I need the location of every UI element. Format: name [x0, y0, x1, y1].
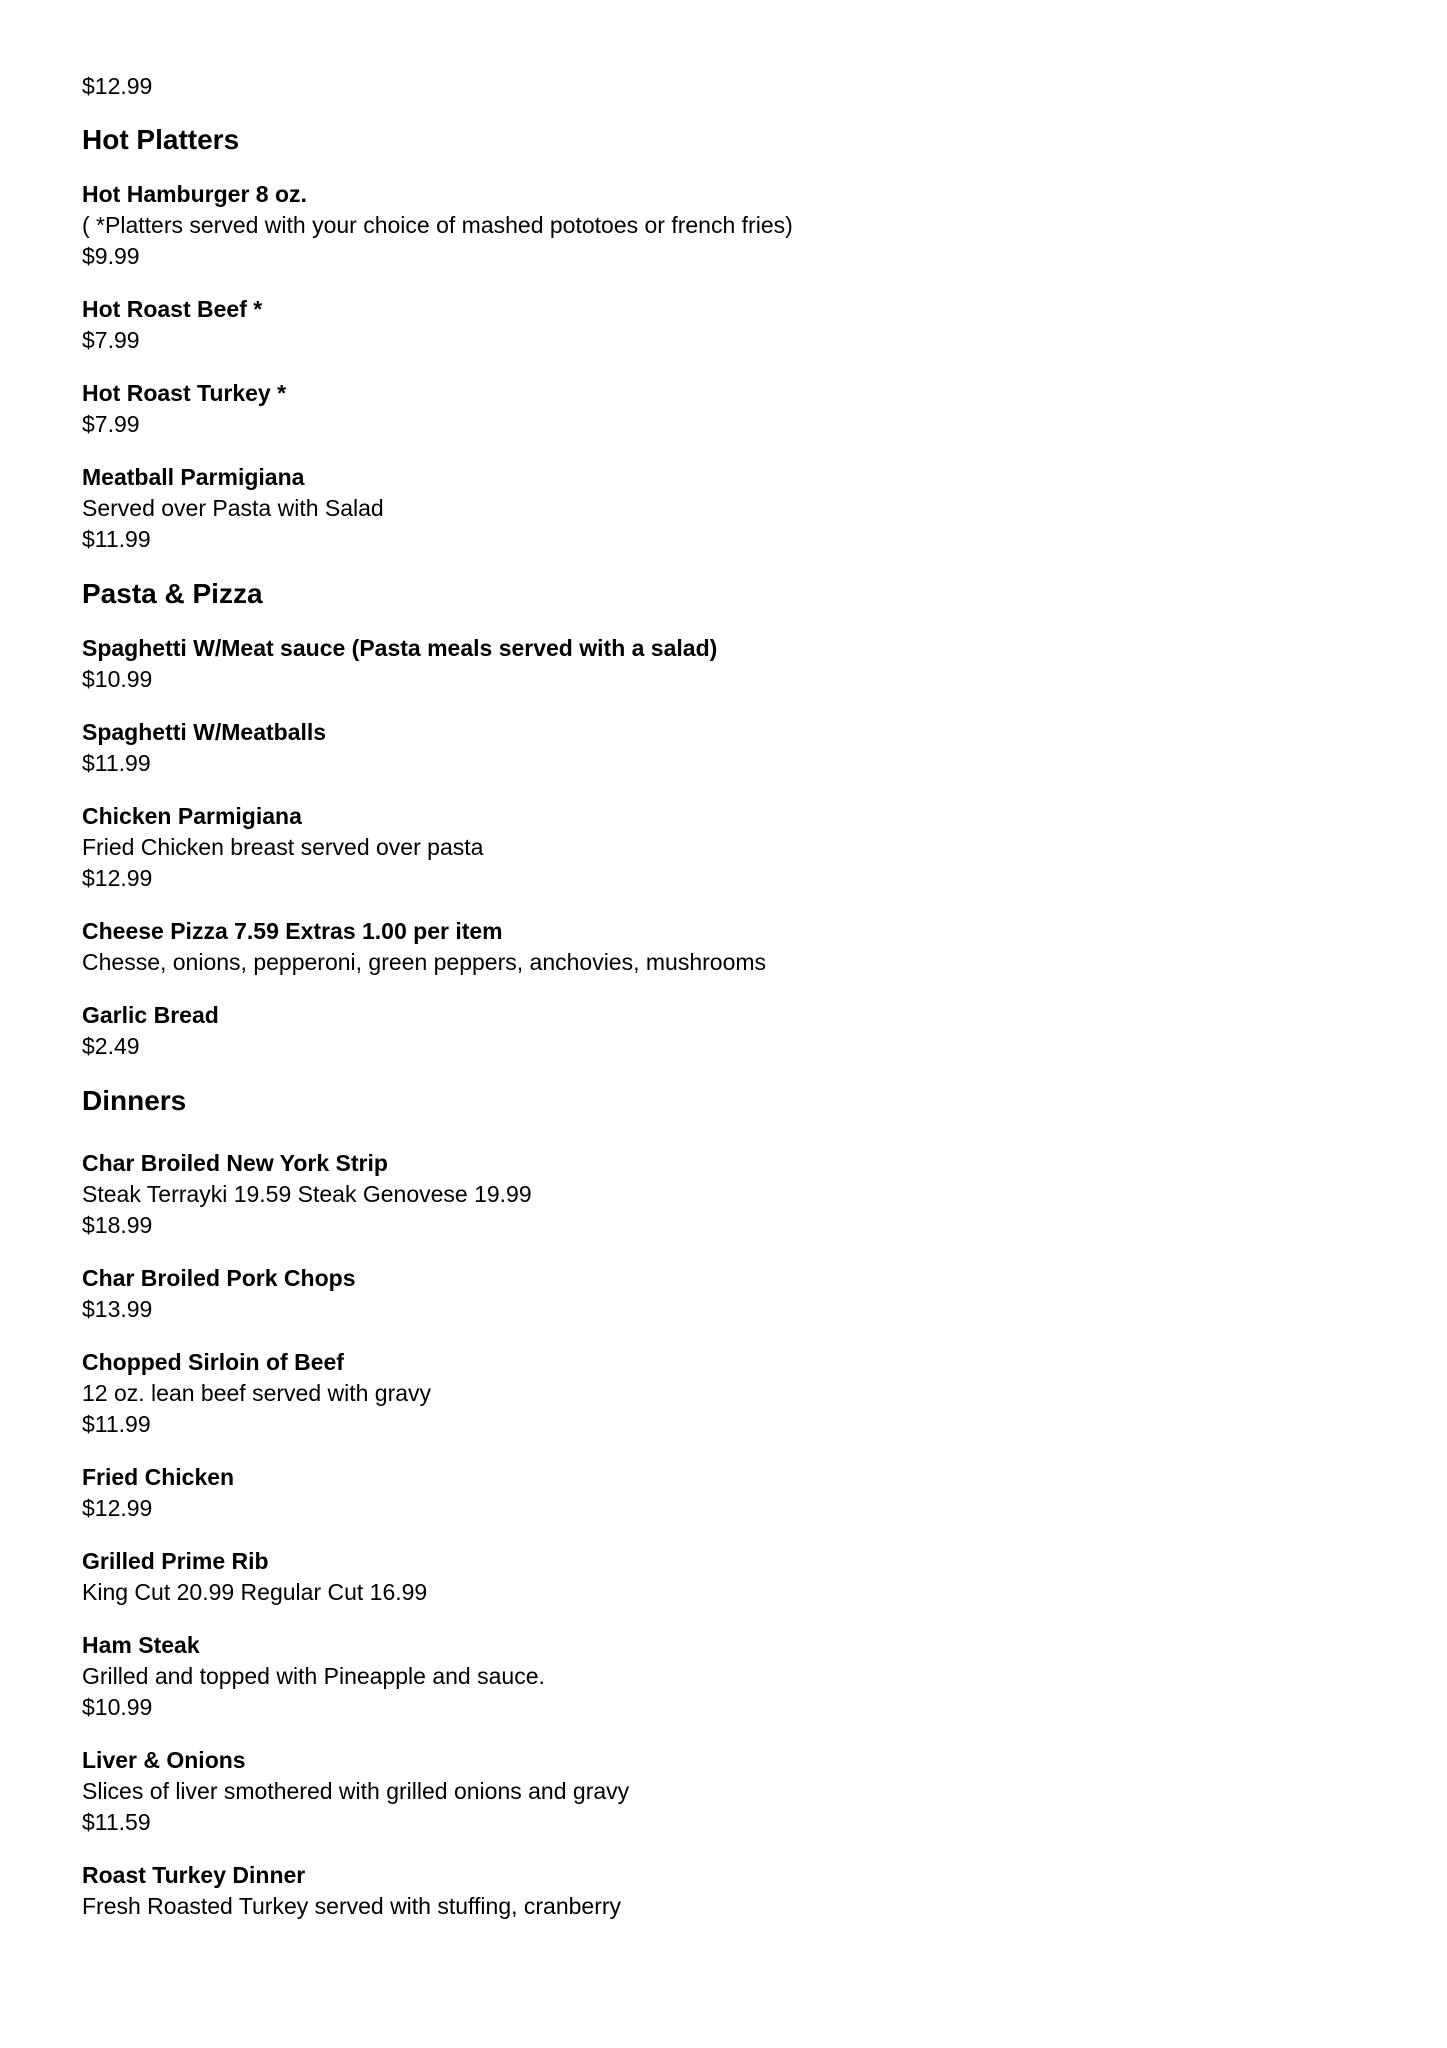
section-title: Pasta & Pizza: [82, 578, 263, 609]
item-name: Hot Roast Turkey *: [82, 380, 287, 406]
item-name: Char Broiled Pork Chops: [82, 1265, 356, 1291]
item-description: Served over Pasta with Salad: [82, 495, 384, 521]
item-description: Grilled and topped with Pineapple and sauce.: [82, 1663, 545, 1689]
menu-item: [82, 916, 1447, 978]
item-price: $2.49: [82, 1033, 140, 1059]
menu-item: [82, 717, 1447, 779]
item-description: Fresh Roasted Turkey served with stuffing, cranberry: [82, 1893, 622, 1919]
item-name: Meatball Parmigiana: [82, 464, 305, 490]
item-price: $7.99: [82, 327, 140, 353]
item-price: $11.99: [82, 750, 151, 776]
menu-item: [82, 378, 1447, 440]
item-description: Chesse, onions, pepperoni, green peppers, anchovies, mushrooms: [82, 949, 767, 975]
item-price: $12.99: [82, 1495, 153, 1521]
menu-item: [82, 294, 1447, 356]
item-description: Steak Terrayki 19.59 Steak Genovese 19.99: [82, 1181, 532, 1207]
section-title: Hot Platters: [82, 124, 240, 155]
item-name: Chopped Sirloin of Beef: [82, 1349, 344, 1375]
item-price: $12.99: [82, 865, 153, 891]
item-name: Chicken Parmigiana: [82, 803, 302, 829]
item-name: Spaghetti W/Meatballs: [82, 719, 327, 745]
item-name: Spaghetti W/Meat sauce (Pasta meals served with a salad): [82, 635, 718, 661]
item-name: Cheese Pizza 7.59 Extras 1.00 per item: [82, 918, 503, 944]
item-name: Grilled Prime Rib: [82, 1548, 269, 1574]
menu-item: [82, 1148, 1447, 1241]
item-description: Fried Chicken breast served over pasta: [82, 834, 484, 860]
menu-item: [82, 1546, 1447, 1608]
item-name: Fried Chicken: [82, 1464, 235, 1490]
item-name: Char Broiled New York Strip: [82, 1150, 388, 1176]
menu-section: [82, 1084, 1447, 1922]
item-name: Hot Roast Beef *: [82, 296, 263, 322]
menu-item: [82, 1462, 1447, 1524]
menu-item: [82, 1745, 1447, 1838]
menu-item: [82, 1000, 1447, 1062]
menu-section: [82, 123, 1447, 555]
item-name: Garlic Bread: [82, 1002, 219, 1028]
menu-item: [82, 462, 1447, 555]
item-price: $11.99: [82, 526, 151, 552]
menu-item: [82, 1263, 1447, 1325]
item-price: $7.99: [82, 411, 140, 437]
menu-section: [82, 577, 1447, 1062]
menu-item: [82, 633, 1447, 695]
item-name: Roast Turkey Dinner: [82, 1862, 306, 1888]
item-price: $13.99: [82, 1296, 153, 1322]
item-name: Hot Hamburger 8 oz.: [82, 181, 307, 207]
section-title: Dinners: [82, 1085, 187, 1116]
item-description: Slices of liver smothered with grilled onions and gravy: [82, 1778, 630, 1804]
item-name: Liver & Onions: [82, 1747, 246, 1773]
item-description: King Cut 20.99 Regular Cut 16.99: [82, 1579, 428, 1605]
menu-item: [82, 801, 1447, 894]
menu-item: [82, 1347, 1447, 1440]
item-description: ( *Platters served with your choice of mashed pototoes or french fries): [82, 212, 793, 238]
item-price: $11.99: [82, 1411, 151, 1437]
item-price: $11.59: [82, 1809, 151, 1835]
menu-item: [82, 1630, 1447, 1723]
item-price: $9.99: [82, 243, 140, 269]
item-price: $18.99: [82, 1212, 153, 1238]
menu-sections: [82, 123, 1447, 1922]
menu-item: [82, 179, 1447, 272]
item-price: $10.99: [82, 666, 153, 692]
item-description: 12 oz. lean beef served with gravy: [82, 1380, 432, 1406]
carryover-price: $12.99: [82, 73, 153, 99]
item-name: Ham Steak: [82, 1632, 200, 1658]
menu-item: [82, 1860, 1447, 1922]
item-price: $10.99: [82, 1694, 153, 1720]
